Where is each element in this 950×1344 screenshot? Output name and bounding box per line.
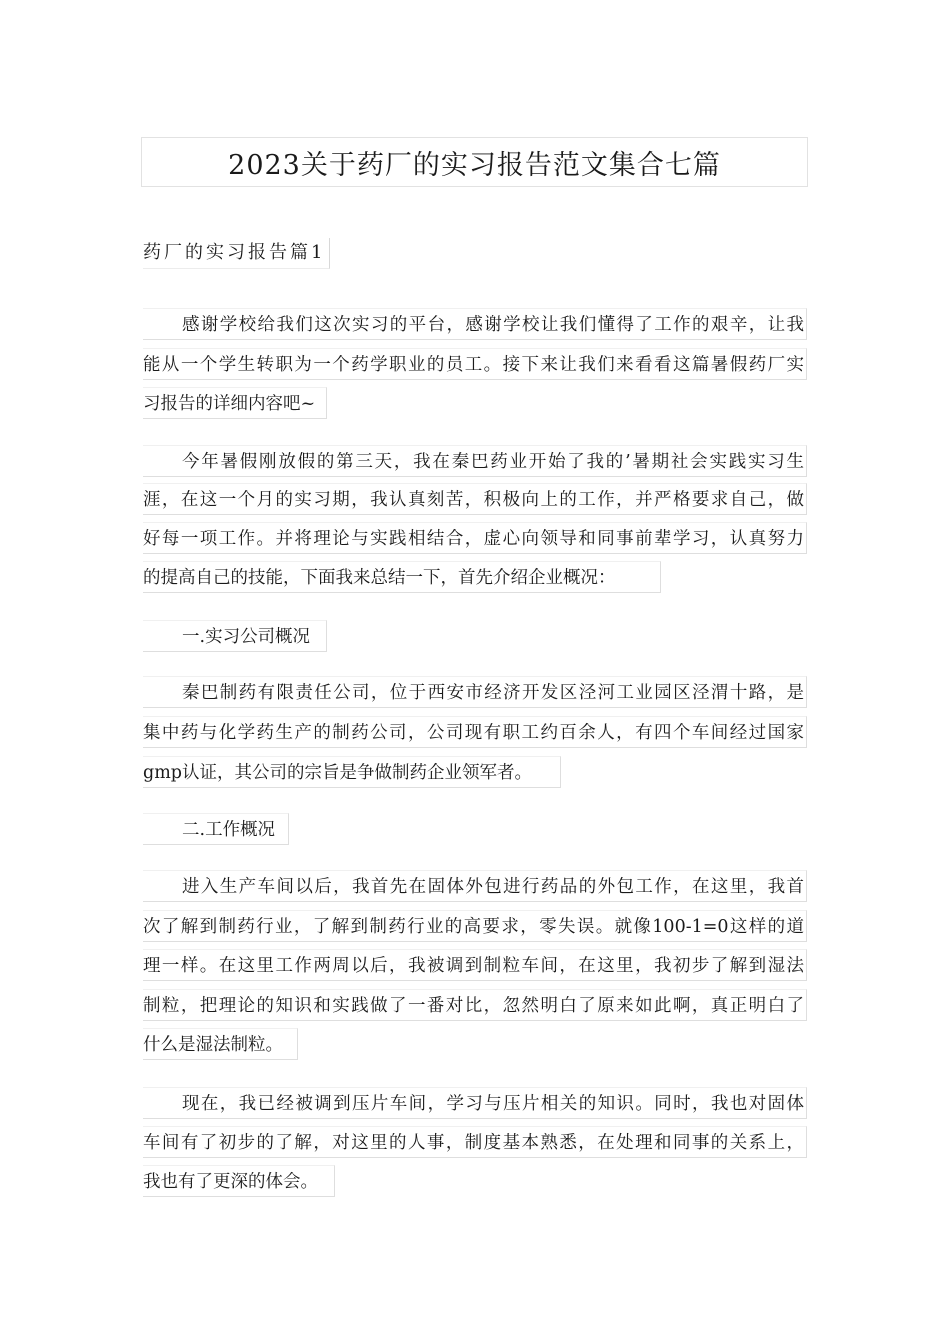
paragraph-4-line-5: 什么是湿法制粒。	[143, 1028, 298, 1060]
subheading-company-overview: 一.实习公司概况	[143, 620, 327, 652]
section-heading: 药厂的实习报告篇1	[143, 238, 330, 269]
paragraph-5-line-2: 车间有了初步的了解，对这里的人事，制度基本熟悉，在处理和同事的关系上，	[143, 1126, 807, 1158]
paragraph-2-line-2: 涯，在这一个月的实习期，我认真刻苦，积极向上的工作，并严格要求自己，做	[143, 483, 807, 515]
subheading-work-overview: 二.工作概况	[143, 813, 289, 845]
paragraph-4-line-4: 制粒，把理论的知识和实践做了一番对比，忽然明白了原来如此啊，真正明白了	[143, 989, 807, 1021]
paragraph-3-line-1: 秦巴制药有限责任公司，位于西安市经济开发区泾河工业园区泾渭十路，是	[143, 676, 807, 708]
paragraph-1-line-1: 感谢学校给我们这次实习的平台，感谢学校让我们懂得了工作的艰辛，让我	[143, 308, 807, 340]
paragraph-1-line-2: 能从一个学生转职为一个药学职业的员工。接下来让我们来看看这篇暑假药厂实	[143, 348, 807, 380]
paragraph-3-line-3: gmp认证，其公司的宗旨是争做制药企业领军者。	[143, 756, 561, 788]
paragraph-2-line-1: 今年暑假刚放假的第三天，我在秦巴药业开始了我的’暑期社会实践实习生	[143, 445, 807, 477]
paragraph-5-line-3: 我也有了更深的体会。	[143, 1165, 335, 1197]
paragraph-5-line-1: 现在，我已经被调到压片车间，学习与压片相关的知识。同时，我也对固体	[143, 1087, 807, 1119]
paragraph-2-line-4: 的提高自己的技能，下面我来总结一下，首先介绍企业概况：	[143, 561, 661, 593]
paragraph-2-line-3: 好每一项工作。并将理论与实践相结合，虚心向领导和同事前辈学习，认真努力	[143, 522, 807, 554]
document-title: 2023关于药厂的实习报告范文集合七篇	[141, 137, 808, 187]
paragraph-3-line-2: 集中药与化学药生产的制药公司，公司现有职工约百余人，有四个车间经过国家	[143, 716, 807, 748]
paragraph-1-line-3: 习报告的详细内容吧~	[143, 387, 327, 419]
paragraph-4-line-1: 进入生产车间以后，我首先在固体外包进行药品的外包工作，在这里，我首	[143, 870, 807, 902]
paragraph-4-line-3: 理一样。在这里工作两周以后，我被调到制粒车间，在这里，我初步了解到湿法	[143, 949, 807, 981]
paragraph-4-line-2: 次了解到制药行业，了解到制药行业的高要求，零失误。就像100-1=0这样的道	[143, 910, 807, 942]
